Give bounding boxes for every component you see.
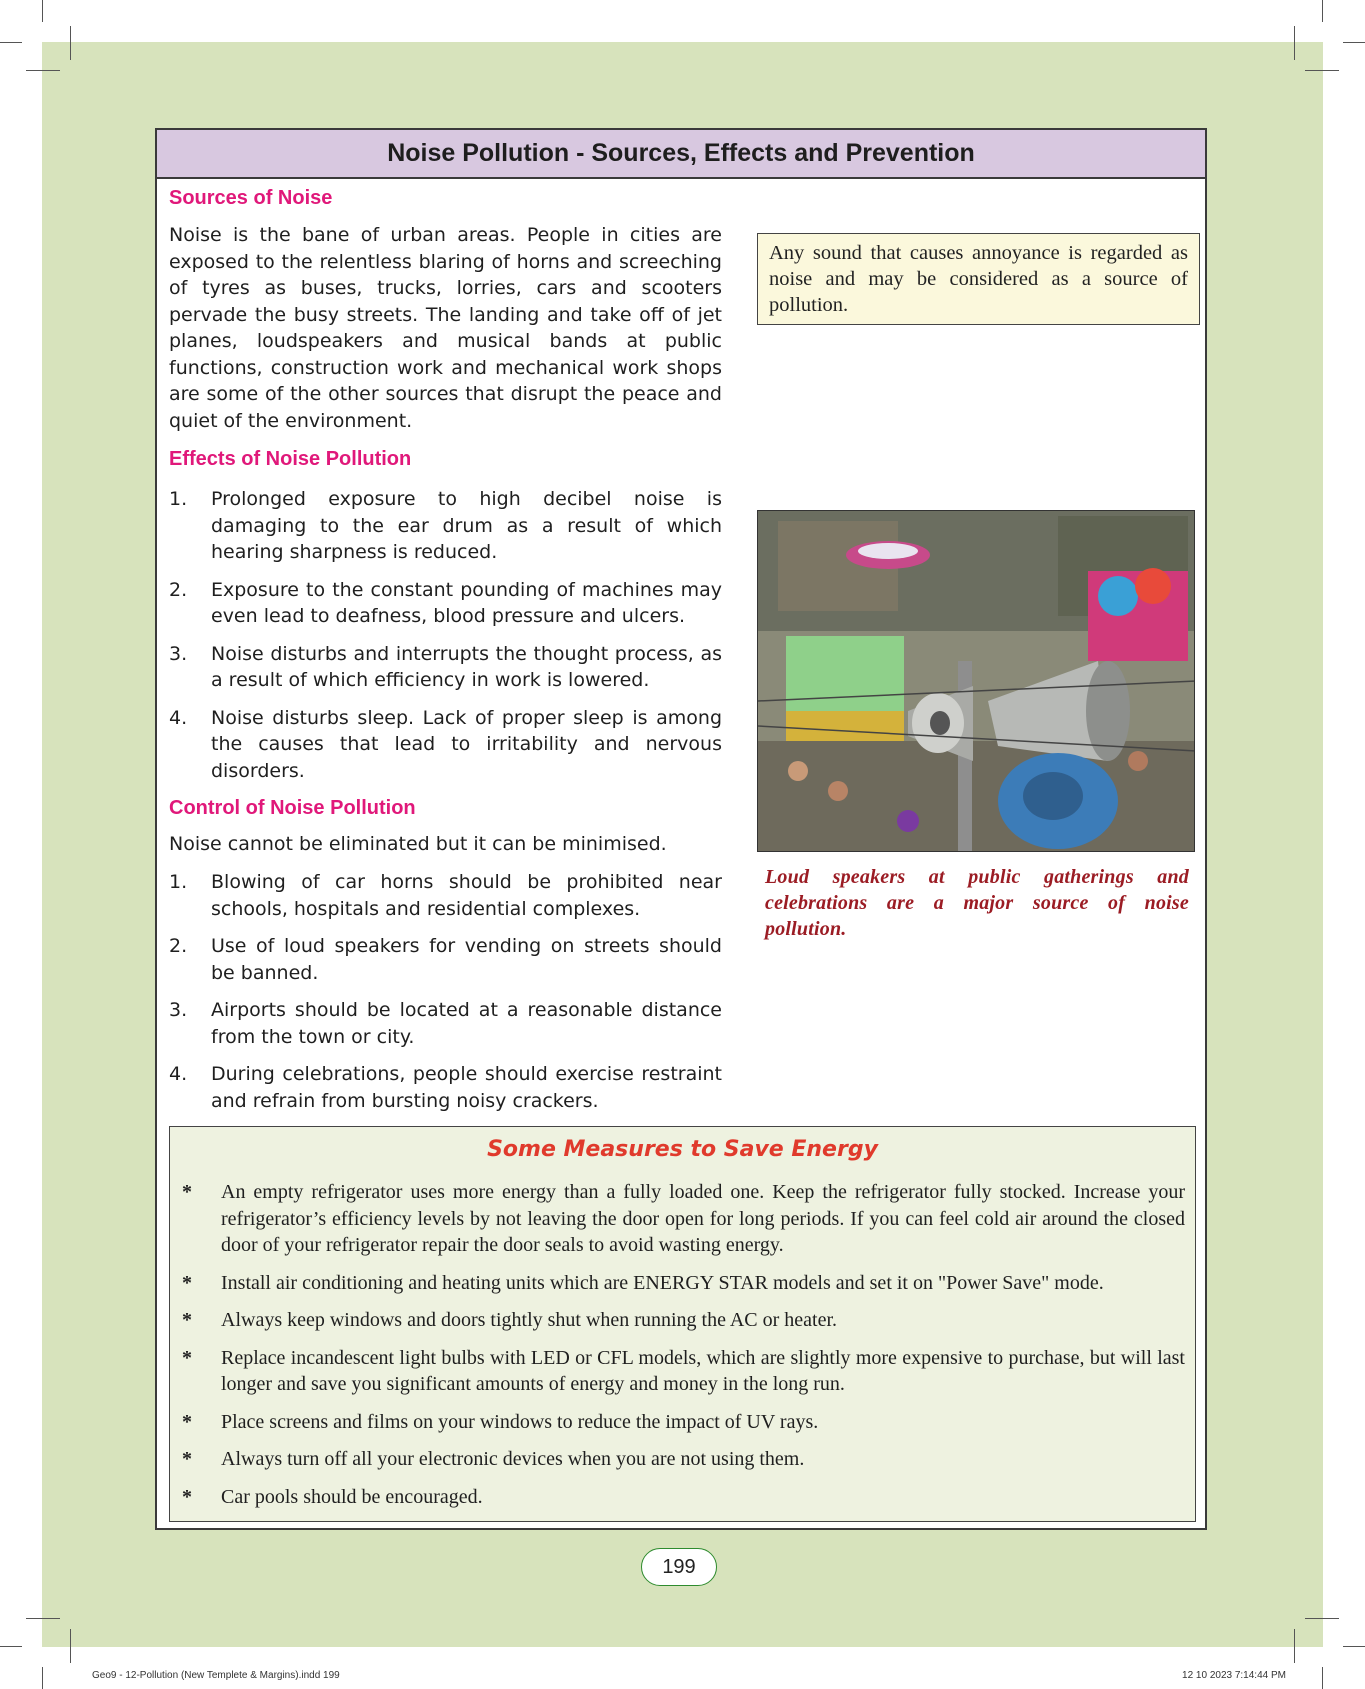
list-item: 2. Exposure to the constant pounding of machines may even lead to deafness, blood pressure and ulcers. bbox=[169, 578, 722, 627]
energy-title: Some Measures to Save Energy bbox=[487, 1137, 878, 1162]
list-item: 1. Prolonged exposure to high decibel noise is damaging to the ear drum as a result of which hearing sharpness is reduced. bbox=[169, 488, 722, 563]
bullet-star: * bbox=[182, 1181, 192, 1203]
bullet-star: * bbox=[182, 1309, 192, 1331]
bullet-star: * bbox=[182, 1485, 192, 1508]
control-list bbox=[169, 869, 722, 1125]
crop-mark bbox=[1343, 1646, 1365, 1647]
list-item: 4. During celebrations, people should exercise restraint and refrain from bursting noisy crackers. bbox=[169, 1063, 722, 1112]
crop-mark bbox=[26, 70, 60, 71]
crop-mark bbox=[0, 42, 22, 43]
sources-paragraph: Noise is the bane of urban areas. People in cities are exposed to the relentless blaring of horns and screeching of tyres as buses, trucks, lorries, cars and scooters pervade the busy streets. The landing and take off of jet planes, loudspeakers and musical bands at public functions, construction work and mechanical work shops are some of the other sources that disrupt the peace and quiet of the environment. bbox=[169, 224, 722, 432]
slug-timestamp: 12 10 2023 7:14:44 PM bbox=[1182, 1670, 1286, 1681]
list-item: 3. Airports should be located at a reasonable distance from the town or city. bbox=[169, 999, 722, 1048]
bullet-star: * bbox=[182, 1410, 192, 1433]
crop-mark bbox=[1305, 70, 1339, 71]
crop-mark bbox=[70, 1629, 71, 1663]
page-title: Noise Pollution - Sources, Effects and Prevention bbox=[157, 130, 1205, 179]
control-intro: Noise cannot be eliminated but it can be minimised. bbox=[169, 833, 667, 855]
heading-control: Control of Noise Pollution bbox=[169, 797, 416, 819]
list-item: * Car pools should be encouraged. bbox=[170, 1484, 1195, 1511]
crop-mark bbox=[1305, 1618, 1339, 1619]
list-item: 4. Noise disturbs sleep. Lack of proper sleep is among the causes that lead to irritability and nervous disorders. bbox=[169, 706, 722, 782]
crop-mark bbox=[26, 1618, 60, 1619]
list-item: * Always keep windows and doors tightly shut when running the AC or heater. bbox=[170, 1307, 1195, 1334]
crop-mark bbox=[42, 0, 43, 22]
definition-box: Any sound that causes annoyance is regarded as noise and may be considered as a source of pollution. bbox=[757, 233, 1200, 325]
content-panel bbox=[155, 128, 1207, 1530]
slug-filename: Geo9 - 12-Pollution (New Templete & Margins).indd 199 bbox=[92, 1670, 340, 1681]
list-item: * Replace incandescent light bulbs with LED or CFL models, which are slightly more expensive to purchase, but will last longer and save you significant amounts of energy and money in the long run. bbox=[182, 1346, 1185, 1395]
crop-mark bbox=[1343, 42, 1365, 43]
crop-mark bbox=[42, 1667, 43, 1689]
bullet-star: * bbox=[182, 1271, 192, 1294]
bullet-star: * bbox=[182, 1448, 192, 1470]
list-item: * Always turn off all your electronic devices when you are not using them. bbox=[170, 1446, 1195, 1473]
energy-measures-box bbox=[169, 1126, 1196, 1522]
heading-sources: Sources of Noise bbox=[169, 187, 333, 209]
list-item: 3. Noise disturbs and interrupts the thought process, as a result of which efficiency in work is lowered. bbox=[169, 642, 722, 691]
crop-mark bbox=[1294, 26, 1295, 60]
list-item: * An empty refrigerator uses more energy than a fully loaded one. Keep the refrigerator fully stocked. Increase your refrigerator’s efficiency levels by not leaving the door open for long periods. If you can feel cold air around the closed door of your refrigerator repair the door seals to avoid wasting energy. bbox=[182, 1181, 1185, 1256]
effects-list bbox=[169, 486, 722, 795]
crop-mark bbox=[0, 1646, 22, 1647]
heading-effects: Effects of Noise Pollution bbox=[169, 448, 412, 470]
crop-mark bbox=[70, 26, 71, 60]
list-item: * Place screens and films on your windows to reduce the impact of UV rays. bbox=[170, 1409, 1195, 1436]
list-item: * Install air conditioning and heating units which are ENERGY STAR models and set it on "Power Save" mode. bbox=[170, 1270, 1195, 1297]
list-item: 1. Blowing of car horns should be prohibited near schools, hospitals and residential complexes. bbox=[169, 871, 722, 920]
photo-caption: Loud speakers at public gatherings and celebrations are a major source of noise pollution. bbox=[765, 866, 1189, 940]
page-number: 199 bbox=[641, 1548, 717, 1586]
crop-mark bbox=[1322, 0, 1323, 22]
bullet-star: * bbox=[182, 1346, 192, 1369]
energy-list bbox=[170, 1179, 1195, 1521]
list-item: 2. Use of loud speakers for vending on streets should be banned. bbox=[169, 935, 722, 984]
loudspeaker-crowd-photo bbox=[757, 510, 1195, 852]
crop-mark bbox=[1294, 1629, 1295, 1663]
crop-mark bbox=[1322, 1667, 1323, 1689]
